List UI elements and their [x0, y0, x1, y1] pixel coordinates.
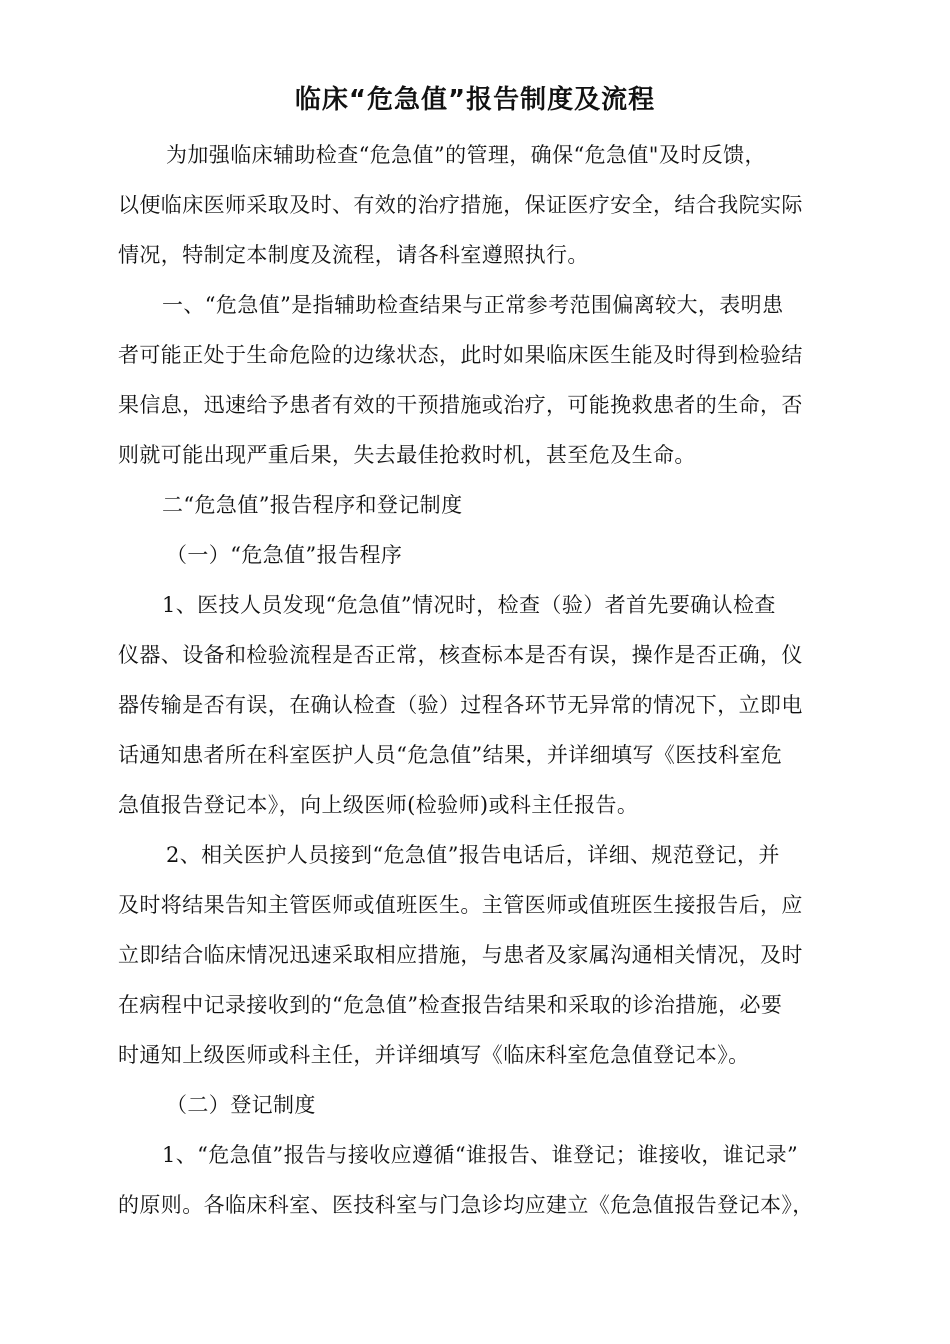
paragraph-line: 时通知上级医师或科主任，并详细填写《临床科室危急值登记本》。 [118, 1043, 750, 1067]
paragraph-line: 仪器、设备和检验流程是否正常，核查标本是否有误，操作是否正确，仪 [118, 643, 803, 667]
paragraph-line: 为加强临床辅助检查“危急值”的管理，确保“危急值"及时反馈， [166, 143, 766, 167]
paragraph-line: 2、相关医护人员接到“危急值”报告电话后，详细、规范登记，并 [166, 843, 780, 867]
paragraph-line: 器传输是否有误，在确认检查（验）过程各环节无异常的情况下，立即电 [118, 693, 803, 717]
paragraph-line: 1、医技人员发现“危急值”情况时，检查（验）者首先要确认检查 [162, 593, 776, 617]
paragraph-line: 及时将结果告知主管医师或值班医生。主管医师或值班医生接报告后，应 [118, 893, 803, 917]
paragraph-line: 则就可能出现严重后果，失去最佳抢救时机，甚至危及生命。 [118, 443, 696, 467]
paragraph-line: 一、“危急值”是指辅助检查结果与正常参考范围偏离较大，表明患 [162, 293, 784, 317]
paragraph-line: 的原则。各临床科室、医技科室与门急诊均应建立《危急值报告登记本》， [118, 1193, 814, 1217]
paragraph-line: 话通知患者所在科室医护人员“危急值”结果，并详细填写《医技科室危 [118, 743, 783, 767]
paragraph-line: 立即结合临床情况迅速采取相应措施，与患者及家属沟通相关情况，及时 [118, 943, 803, 967]
paragraph-line: 1、“危急值”报告与接收应遵循“谁报告、谁登记；谁接收，谁记录” [162, 1143, 799, 1167]
paragraph-line: 在病程中记录接收到的“危急值”检查报告结果和采取的诊治措施，必要 [118, 993, 783, 1017]
document-title: 临床“危急值”报告制度及流程 [294, 85, 656, 115]
paragraph-line: 果信息，迅速给予患者有效的干预措施或治疗，可能挽救患者的生命，否 [118, 393, 803, 417]
paragraph-line: 情况，特制定本制度及流程，请各科室遵照执行。 [118, 243, 589, 267]
subsection-heading: （一）“危急值”报告程序 [166, 543, 403, 567]
paragraph-line: 急值报告登记本》，向上级医师(检验师)或科主任报告。 [118, 793, 639, 817]
section-heading: 二“危急值”报告程序和登记制度 [162, 493, 463, 517]
paragraph-line: 以便临床医师采取及时、有效的治疗措施，保证医疗安全，结合我院实际 [118, 193, 803, 217]
paragraph-line: 者可能正处于生命危险的边缘状态，此时如果临床医生能及时得到检验结 [118, 343, 803, 367]
subsection-heading: （二）登记制度 [166, 1093, 316, 1117]
